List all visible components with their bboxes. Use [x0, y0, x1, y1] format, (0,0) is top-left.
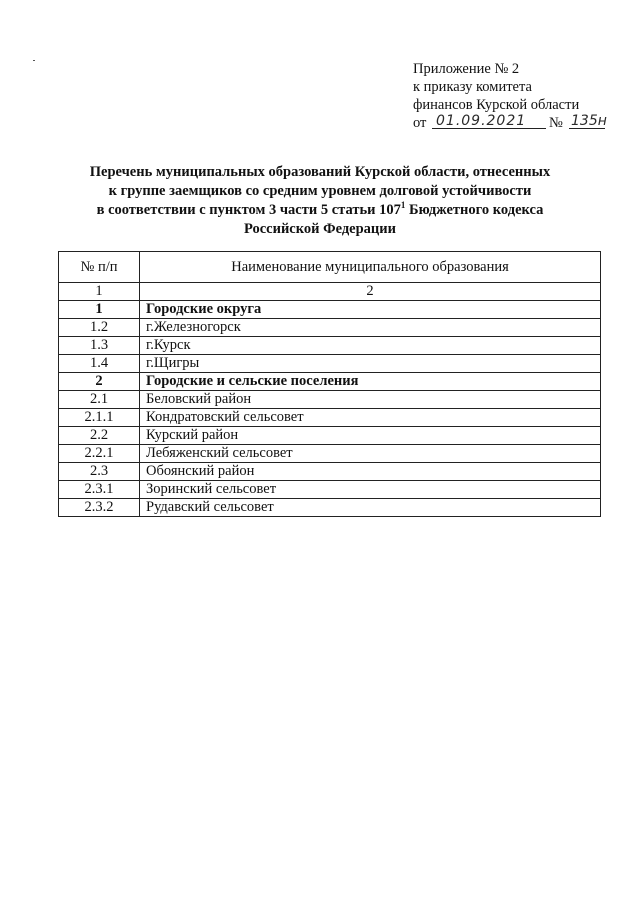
table-row — [59, 319, 601, 337]
municipality-name: Городские и сельские поселения — [140, 373, 601, 391]
number-label: № — [549, 115, 563, 131]
scan-speck — [33, 60, 35, 61]
heading-line-1: Перечень муниципальных образований Курской области, отнесенных — [89, 164, 551, 180]
table-row — [59, 409, 601, 427]
municipality-name: г.Железногорск — [140, 319, 601, 337]
table-body — [59, 283, 601, 517]
municipality-name: Кондратовский сельсовет — [140, 409, 601, 427]
table-row — [59, 391, 601, 409]
municipality-name: Зоринский сельсовет — [140, 481, 601, 499]
row-number: 2.2 — [59, 427, 140, 445]
row-number: 1.2 — [59, 319, 140, 337]
municipality-name: Беловский район — [140, 391, 601, 409]
municipalities-table — [58, 251, 601, 517]
table-row — [59, 373, 601, 391]
row-number: 2.1.1 — [59, 409, 140, 427]
municipality-name: Курский район — [140, 427, 601, 445]
table-row — [59, 337, 601, 355]
column-index-2: 2 — [140, 283, 601, 301]
table-row — [59, 499, 601, 517]
column-index-1: 1 — [59, 283, 140, 301]
appendix-committee: финансов Курской области — [413, 97, 580, 113]
municipality-name: Лебяженский сельсовет — [140, 445, 601, 463]
appendix-date-number-line — [413, 113, 607, 132]
row-number: 2.3.1 — [59, 481, 140, 499]
row-number: 2.2.1 — [59, 445, 140, 463]
municipality-name: Городские округа — [140, 301, 601, 319]
table-row — [59, 481, 601, 499]
appendix-order-ref: к приказу комитета — [413, 79, 532, 95]
row-number: 1.3 — [59, 337, 140, 355]
row-number: 2.1 — [59, 391, 140, 409]
appendix-title: Приложение № 2 — [413, 61, 520, 77]
column-index-row — [59, 283, 601, 301]
table-row — [59, 355, 601, 373]
row-number: 2 — [59, 373, 140, 391]
row-number: 1.4 — [59, 355, 140, 373]
header-number: № п/п — [59, 252, 140, 283]
header-name: Наименование муниципального образования — [140, 252, 601, 283]
document-heading — [60, 163, 580, 239]
table-header-row — [59, 252, 601, 283]
table-row — [59, 445, 601, 463]
municipality-name: г.Щигры — [140, 355, 601, 373]
from-label: от — [413, 115, 427, 131]
appendix-block — [413, 60, 607, 132]
row-number: 1 — [59, 301, 140, 319]
handwritten-number: 135н — [571, 113, 607, 129]
table-row — [59, 463, 601, 481]
table-row — [59, 427, 601, 445]
heading-line-4: Российской Федерации — [243, 221, 396, 237]
row-number: 2.3 — [59, 463, 140, 481]
municipality-name: г.Курск — [140, 337, 601, 355]
heading-line-2: к группе заемщиков со средним уровнем долговой устойчивости — [108, 183, 532, 199]
heading-line-3-start: в соответствии с пунктом 3 части 5 статьи 107 — [96, 202, 401, 218]
municipality-name: Обоянский район — [140, 463, 601, 481]
row-number: 2.3.2 — [59, 499, 140, 517]
article-superscript: 1 — [400, 200, 406, 210]
heading-line-3 — [60, 201, 580, 220]
heading-line-3-end: Бюджетного кодекса — [405, 202, 544, 218]
municipality-name: Рудавский сельсовет — [140, 499, 601, 517]
table-row — [59, 301, 601, 319]
handwritten-date: 01.09.2021 — [432, 112, 546, 129]
